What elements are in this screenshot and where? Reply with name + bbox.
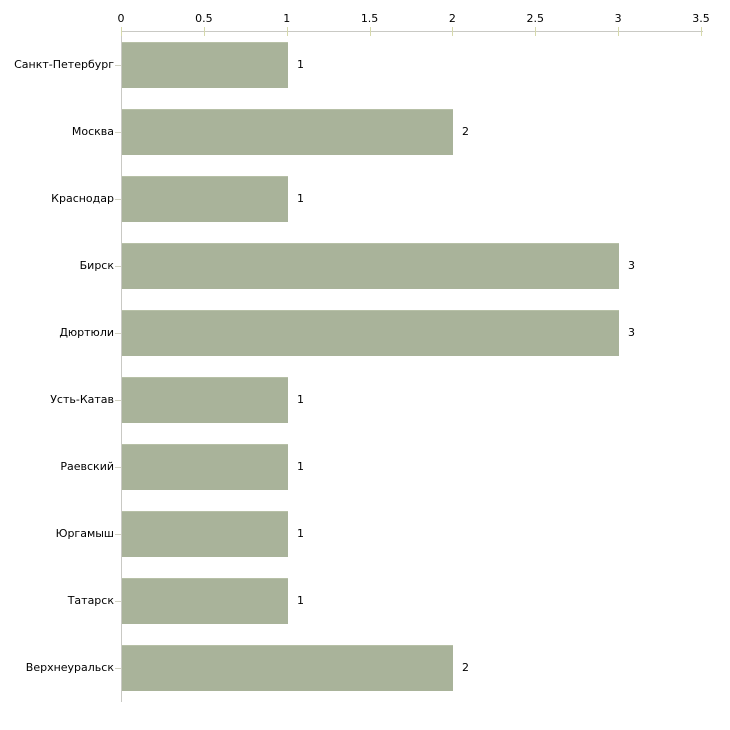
category-label: Юргамыш — [55, 527, 114, 541]
bar — [122, 645, 453, 691]
category-axis-tick — [115, 467, 121, 468]
category-axis-tick — [115, 668, 121, 669]
bar-value-label: 3 — [628, 258, 635, 272]
category-label: Санкт-Петербург — [14, 57, 114, 71]
category-axis-tick — [115, 534, 121, 535]
bar — [122, 377, 288, 423]
x-axis-tick — [370, 27, 371, 36]
category-axis-tick — [115, 400, 121, 401]
bar — [122, 42, 288, 88]
x-axis-tick — [204, 27, 205, 36]
bar-value-label: 1 — [297, 594, 304, 608]
bar — [122, 511, 288, 557]
x-axis-tick-label: 1 — [283, 12, 291, 25]
category-label: Дюртюли — [59, 325, 114, 339]
category-axis-tick — [115, 132, 121, 133]
bar — [122, 444, 288, 490]
category-label: Раевский — [60, 460, 114, 474]
bar-value-label: 1 — [297, 191, 304, 205]
category-label: Москва — [71, 124, 114, 138]
x-axis-tick — [287, 27, 288, 36]
x-axis-tick-label: 1.5 — [360, 12, 379, 25]
x-axis-tick — [121, 27, 122, 36]
category-axis-tick — [115, 65, 121, 66]
bar-value-label: 1 — [297, 393, 304, 407]
bar — [122, 310, 619, 356]
bar — [122, 243, 619, 289]
x-axis-tick-label: 0.5 — [195, 12, 213, 25]
bar-value-label: 2 — [462, 124, 469, 138]
category-axis-tick — [115, 199, 121, 200]
bar — [122, 109, 453, 155]
bar — [122, 578, 288, 624]
x-axis-tick-label: 3.5 — [692, 12, 710, 25]
x-axis-tick — [618, 27, 619, 36]
bar-value-label: 3 — [628, 325, 635, 339]
category-label: Краснодар — [51, 191, 114, 205]
bar-value-label: 2 — [462, 661, 469, 675]
x-axis-tick — [535, 27, 536, 36]
category-label: Верхнеуральск — [25, 661, 114, 675]
x-axis-tick-label: 2.5 — [526, 12, 545, 25]
x-axis-tick — [452, 27, 453, 36]
x-axis-tick-label: 0 — [117, 12, 125, 25]
x-axis-tick-label: 2 — [448, 12, 456, 25]
x-axis-tick — [701, 27, 702, 36]
category-label: Усть-Катав — [50, 393, 114, 407]
bar-value-label: 1 — [297, 460, 304, 474]
category-axis-tick — [115, 601, 121, 602]
bar — [122, 176, 288, 222]
category-label: Татарск — [67, 594, 114, 608]
bar-value-label: 1 — [297, 527, 304, 541]
category-label: Бирск — [79, 258, 114, 272]
x-axis-tick-label: 3 — [614, 12, 622, 25]
category-axis-tick — [115, 266, 121, 267]
x-axis-line — [121, 31, 703, 32]
bar-value-label: 1 — [297, 57, 304, 71]
category-axis-tick — [115, 333, 121, 334]
